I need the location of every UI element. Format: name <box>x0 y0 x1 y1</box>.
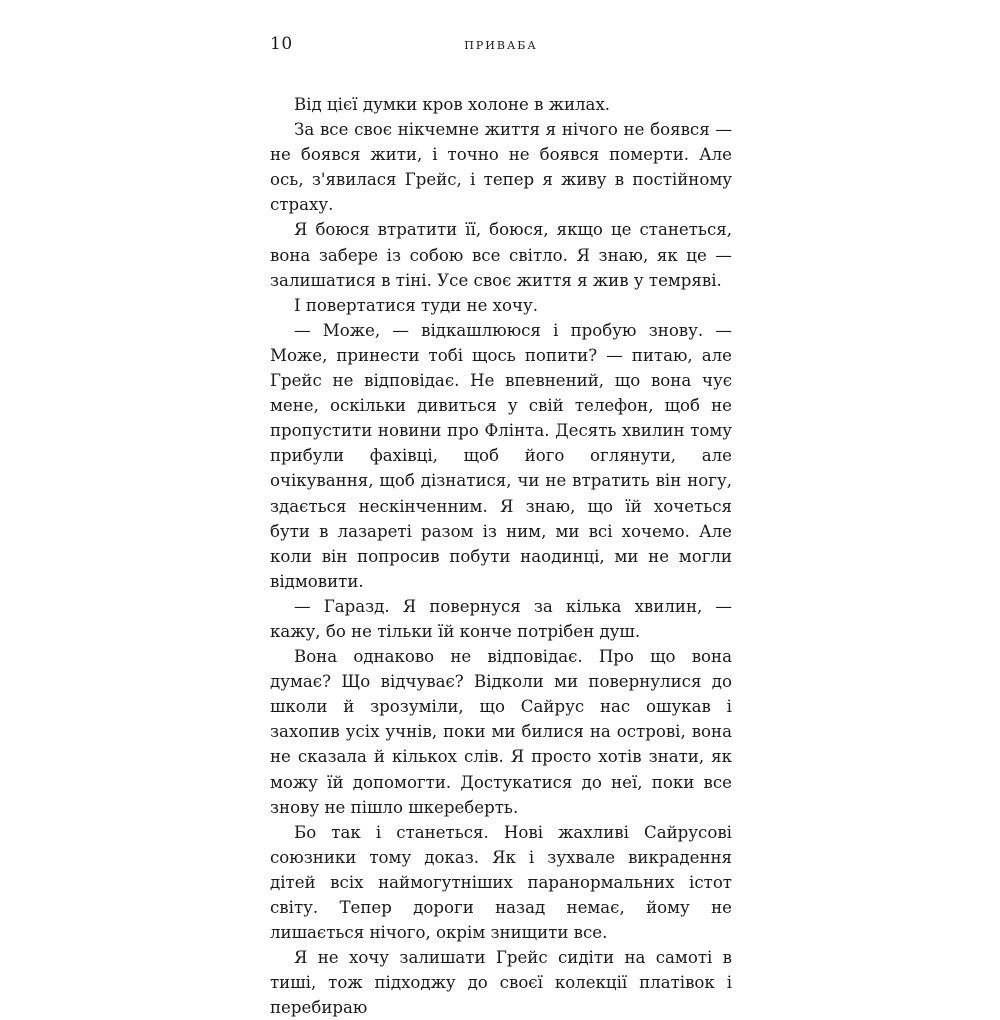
book-page <box>270 28 732 1018</box>
book-title: приваба <box>464 35 538 53</box>
paragraph: Я не хочу залишати Грейс сидіти на самоті в тиші, тож підходжу до своєї колекції платівок і перебираю <box>270 948 732 1018</box>
body-text <box>270 92 732 1020</box>
paragraph: Вона однаково не відповідає. Про що вона думає? Що відчуває? Відколи ми повернулися до школи й зрозуміли, що Сайрус нас ошукав і захопив усіх учнів, поки ми билися на острові, вона не сказала й кількох слів. Я просто хотів знати, як можу їй допомогти. Достукатися до неї, поки все знову не пішло шкереберть. <box>270 647 732 817</box>
running-head <box>270 28 732 62</box>
paragraph: — Може, — відкашлююся і пробую знову. — Може, принести тобі щось попити? — питаю, але Грейс не відповідає. Не впевнений, що вона чує мене, оскільки дивиться у свій телефон, щоб не пропустити новини про Флінта. Десять хвилин тому прибули фахівці, щоб його оглянути, але очікування, щоб дізнатися, чи не втратить він ногу, здається нескінченним. Я знаю, що їй хочеться бути в лазареті разом із ним, ми всі хочемо. Але коли він попросив побути наодинці, ми не могли відмовити. <box>270 320 732 591</box>
paragraph: — Гаразд. Я повернуся за кілька хвилин, — кажу, бо не тільки їй конче потрібен душ. <box>270 596 732 641</box>
paragraph: Бо так і станеться. Нові жахливі Сайрусові союзники тому доказ. Як і зухвале викрадення дітей всіх наймогутніших паранормальних істот світу. Тепер дороги назад немає, йому не лишається нічого, окрім знищити все. <box>270 822 732 943</box>
paragraph: Від цієї думки кров холоне в жилах. <box>294 95 611 114</box>
paragraph: Я боюся втратити її, боюся, якщо це станеться, вона забере із собою все світло. Я знаю, як це — залишатися в тіні. Усе своє життя я жив у темряві. <box>270 220 732 290</box>
paragraph: За все своє нікчемне життя я нічого не боявся — не боявся жити, і точно не боявся померти. Але ось, з'явилася Грейс, і тепер я живу в постійному страху. <box>270 120 732 215</box>
paragraph: І повертатися туди не хочу. <box>294 295 539 315</box>
page-number: 10 <box>270 34 293 54</box>
